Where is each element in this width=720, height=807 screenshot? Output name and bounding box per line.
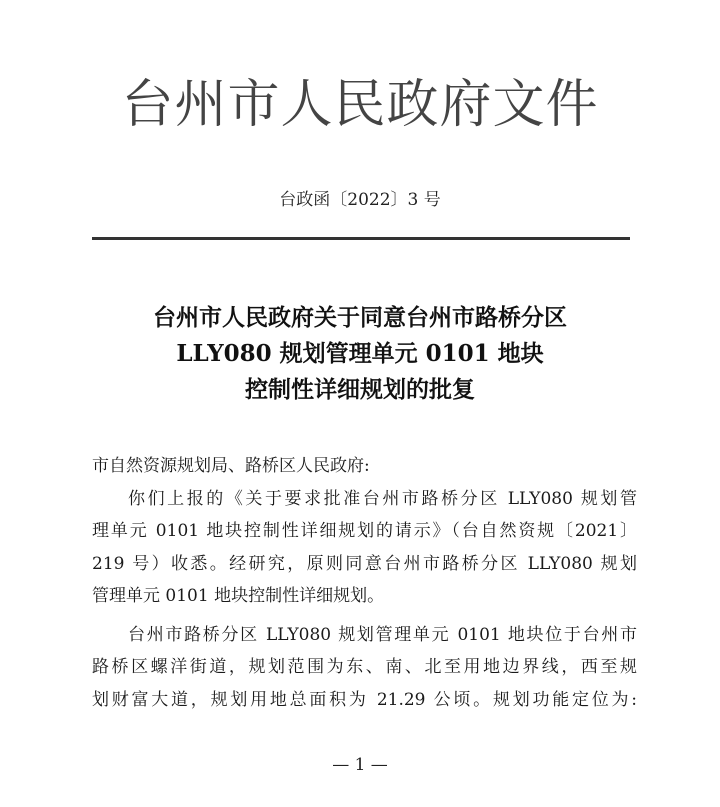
paragraph-line: 划财富大道，规划用地总面积为 21.29 公顷。规划功能定位为: [92,689,637,710]
paragraph-line: 管理单元 0101 地块控制性详细规划。 [92,586,385,606]
title-line: 控制性详细规划的批复 [245,376,475,403]
document-number: 台政函〔2022〕3 号 [279,190,441,210]
paragraph-line: 219 号）收悉。经研究，原则同意台州市路桥分区 LLY080 规划 [92,553,637,574]
page-number: — 1 — [332,755,388,775]
document-title [0,300,720,408]
paragraph-line: 路桥区螺洋街道，规划范围为东、南、北至用地边界线，西至规 [92,657,637,677]
salutation: 市自然资源规划局、路桥区人民政府: [92,456,370,476]
title-line: 台州市人民政府关于同意台州市路桥分区 [153,304,567,331]
paragraph-line: 台州市路桥分区 LLY080 规划管理单元 0101 地块位于台州市 [128,624,637,645]
issuing-authority-header: 台州市人民政府文件 [121,75,599,135]
document-body [92,450,637,716]
title-line: LLY080 规划管理单元 0101 地块 [176,340,544,367]
header-divider [92,237,630,240]
paragraph-line: 你们上报的《关于要求批准台州市路桥分区 LLY080 规划管 [128,488,637,509]
paragraph-line: 理单元 0101 地块控制性详细规划的请示》（台自然资规〔2021〕 [92,521,637,541]
